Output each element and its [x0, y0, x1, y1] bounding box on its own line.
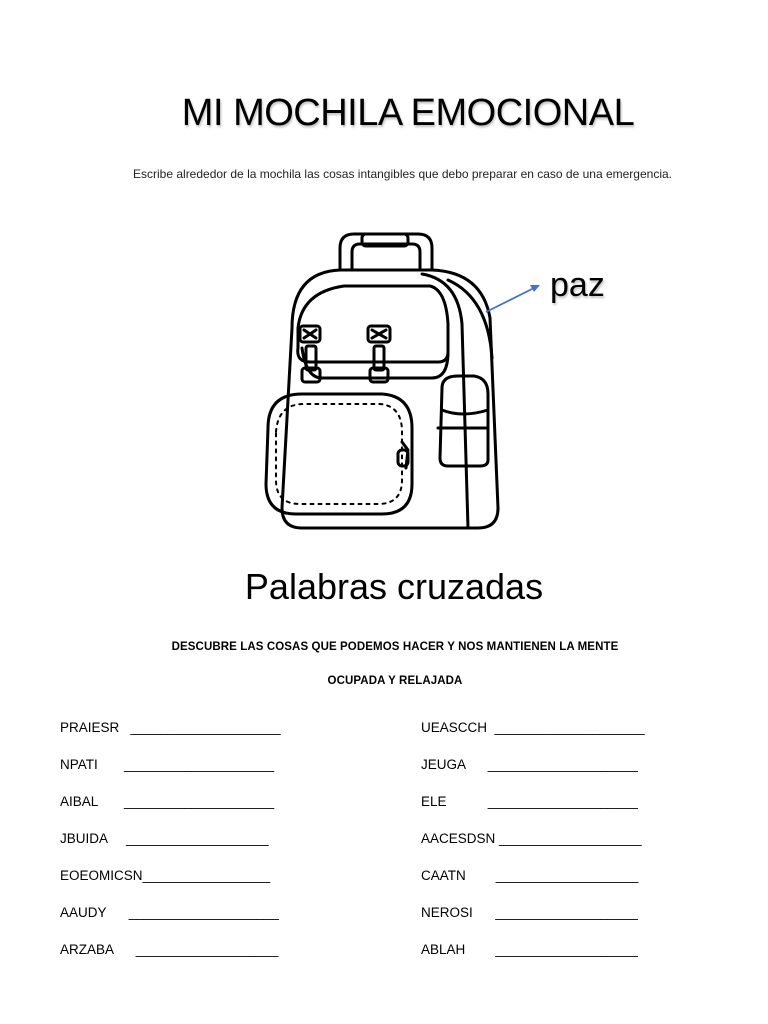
arrow-icon	[484, 276, 544, 316]
backpack-label: paz	[550, 266, 605, 304]
scrambled-word-row[interactable]: EOEOMICSN_________________	[60, 868, 271, 883]
scrambled-word-row[interactable]: UEASCCH ____________________	[421, 720, 645, 735]
scrambled-word-row[interactable]: ELE ____________________	[421, 794, 638, 809]
crossword-description-line1: DESCUBRE LAS COSAS QUE PODEMOS HACER Y NOS MANTIENEN LA MENTE	[171, 641, 619, 653]
scrambled-word-row[interactable]: AAUDY ____________________	[60, 905, 279, 920]
crossword-title: Palabras cruzadas	[244, 566, 544, 607]
instructions-text: Escribe alrededor de la mochila las cosas intangibles que debo preparar en caso de una emergencia.	[133, 167, 672, 181]
scrambled-word-row[interactable]: JBUIDA ___________________	[60, 831, 269, 846]
scrambled-word-row[interactable]: NEROSI ___________________	[421, 905, 638, 920]
scrambled-word-row[interactable]: NPATI ____________________	[60, 757, 275, 772]
page-title: MI MOCHILA EMOCIONAL	[181, 92, 635, 134]
scrambled-word-row[interactable]: JEUGA ____________________	[421, 757, 638, 772]
scrambled-word-row[interactable]: ABLAH ___________________	[421, 942, 638, 957]
scrambled-word-row[interactable]: ARZABA ___________________	[60, 942, 279, 957]
scrambled-word-row[interactable]: AACESDSN ___________________	[421, 831, 642, 846]
scrambled-word-row[interactable]: CAATN ___________________	[421, 868, 639, 883]
backpack-icon	[262, 228, 512, 540]
scrambled-word-row[interactable]: AIBAL ____________________	[60, 794, 275, 809]
crossword-description-line2: OCUPADA Y RELAJADA	[327, 675, 463, 687]
scrambled-word-row[interactable]: PRAIESR ____________________	[60, 720, 281, 735]
